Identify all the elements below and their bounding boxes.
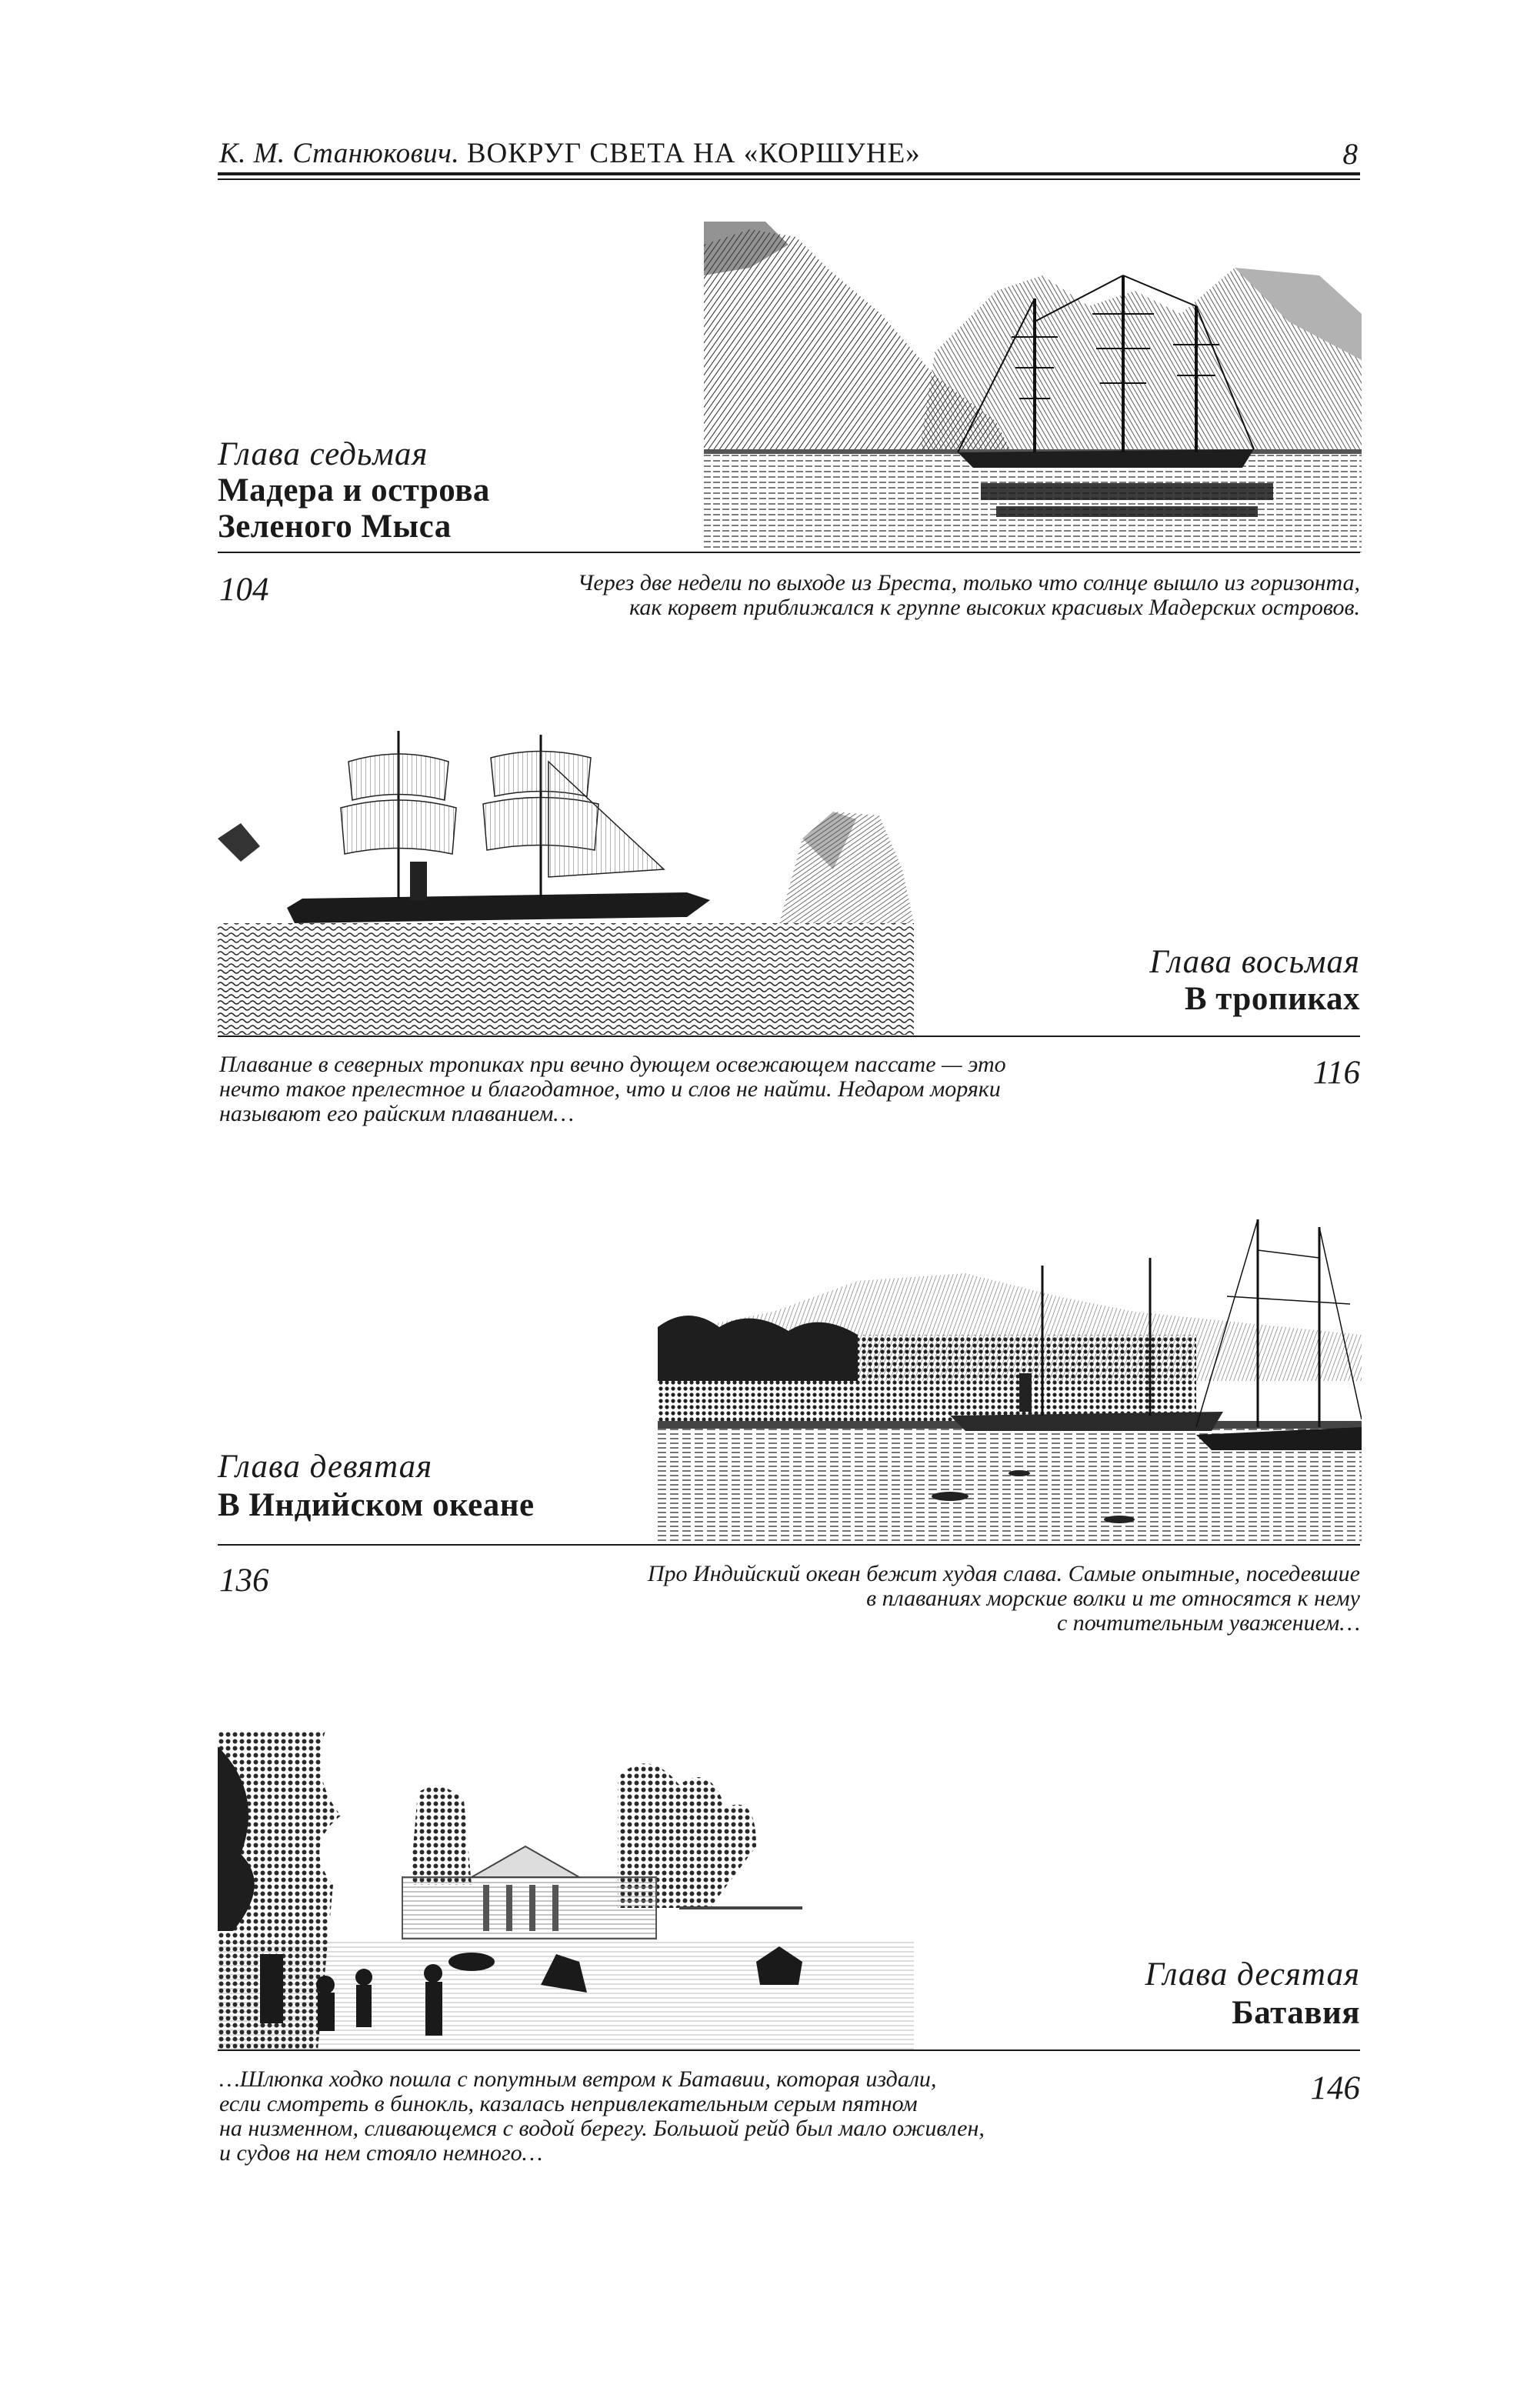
engraving-steam-ship-tropics — [218, 715, 914, 1035]
book-title: ВОКРУГ СВЕТА НА «КОРШУНЕ» — [466, 138, 921, 169]
chapter-9-page: 136 — [219, 1563, 269, 1599]
chapter-10-summary — [219, 2067, 1219, 2166]
page-number: 8 — [1342, 138, 1358, 171]
header-rule-thin — [218, 178, 1360, 180]
chapter-9-summary — [431, 1562, 1360, 1636]
chapter-8-summary-line-3: называют его райским плаванием… — [219, 1101, 575, 1126]
chapter-8-title: В тропиках — [1184, 981, 1360, 1017]
engraving-harbor-indian-ocean — [658, 1219, 1362, 1543]
header-rule-thick — [218, 172, 1360, 175]
chapter-10-summary-line-1: …Шлюпка ходко пошла с попутным ветром к Батавии, которая издали, — [219, 2066, 937, 2092]
chapter-10-label: Глава десятая — [1145, 1956, 1360, 1993]
chapter-8-summary — [219, 1052, 1219, 1126]
chapter-8-page: 116 — [1312, 1055, 1360, 1091]
chapter-9-summary-line-1: Про Индийский океан бежит худая слава. Самые опытные, поседевшие — [647, 1561, 1360, 1586]
chapter-10-summary-line-3: на низменном, сливающемся с водой берегу. Большой рейд был мало оживлен, — [219, 2116, 985, 2141]
chapter-9-title: В Индийском океане — [218, 1487, 535, 1523]
chapter-10-page: 146 — [1310, 2070, 1360, 2106]
chapter-7-page: 104 — [219, 572, 269, 608]
chapter-10-summary-line-2: если смотреть в бинокль, казалась непривлекательным серым пятном — [219, 2091, 918, 2116]
chapter-10-title: Батавия — [1232, 1995, 1360, 2031]
chapter-7-summary-line-1: Через две недели по выходе из Бреста, только что солнце вышло из горизонта, — [577, 570, 1360, 595]
chapter-7-summary — [354, 571, 1360, 620]
author-name: К. М. Станюкович. — [219, 138, 460, 169]
chapter-7-summary-line-2: как корвет приближался к группе высоких красивых Мадерских островов. — [629, 595, 1360, 620]
chapter-9-summary-line-3: с почтительным уважением… — [1056, 1610, 1360, 1636]
engraving-madeira-ship — [704, 222, 1362, 552]
chapter-9-summary-line-2: в плаваниях морские волки и те относятся к нему — [866, 1586, 1360, 1611]
chapter-8-summary-line-1: Плавание в северных тропиках при вечно дующем освежающем пассате — это — [219, 1052, 1006, 1077]
chapter-7-title-line-2: Зеленого Мыса — [218, 509, 452, 545]
chapter-7-label: Глава седьмая — [218, 436, 428, 472]
running-head — [219, 137, 1358, 171]
chapter-10-rule — [218, 2049, 1360, 2051]
engraving-batavia-street — [218, 1731, 914, 2050]
chapter-8-label: Глава восьмая — [1149, 944, 1360, 980]
chapter-10-summary-line-4: и судов на нем стояло немного… — [219, 2140, 543, 2166]
chapter-8-summary-line-2: нечто такое прелестное и благодатное, что и слов не найти. Недаром моряки — [219, 1076, 1001, 1102]
chapter-7-title-line-1: Мадера и острова — [218, 472, 490, 509]
chapter-7-rule — [218, 552, 1360, 553]
chapter-9-label: Глава девятая — [218, 1449, 433, 1485]
running-head-author — [219, 137, 921, 170]
chapter-9-rule — [218, 1544, 1360, 1546]
chapter-8-rule — [218, 1036, 1360, 1037]
chapter-7-title — [218, 472, 490, 545]
